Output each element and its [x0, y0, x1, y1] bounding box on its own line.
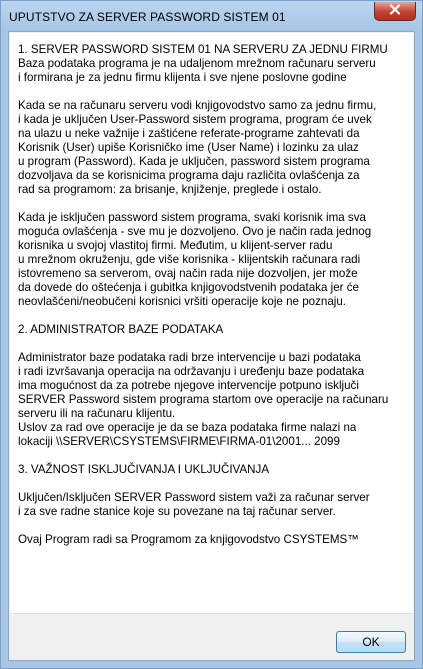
text-line: i radi izvršavanja operacija na održavanju i uređenju baze podataka — [18, 365, 365, 378]
text-line: Baza podataka programa je na udaljenom mrežnom računaru serveru — [18, 57, 376, 70]
text-line: Uslov za rad ove operacije je da se baza podataka firme nalazi na — [18, 421, 357, 434]
text-line: da dovede do oštećenja i gubitka knjigovodstvenih podataka jer će — [18, 281, 359, 294]
blank-line — [18, 309, 410, 323]
close-button[interactable] — [374, 2, 416, 21]
blank-line — [18, 85, 410, 99]
text-line: 3. VAŽNOST ISKLJUČIVANJA I UKLJUČIVANJA — [18, 463, 270, 476]
text-line: Korisnik (User) upiše Korisničko ime (User Name) i lozinku za ulaz — [18, 141, 359, 154]
text-line: SERVER Password sistem programa startom ove operacije na računaru — [18, 393, 389, 406]
blank-line — [18, 449, 410, 463]
text-line: i formirana je za jednu firmu klijenta i sve njene poslovne godine — [18, 71, 347, 84]
text-line: korisnika u svojoj vlastitoj firmi. Međutim, u klijent-server radu — [18, 239, 333, 252]
text-line: Ovaj Program radi sa Programom za knjigovodstvo CSYSTEMS™ — [18, 533, 359, 546]
window-title: UPUTSTVO ZA SERVER PASSWORD SISTEM 01 — [9, 10, 286, 24]
text-line: Kada se na računaru serveru vodi knjigovodstvo samo za jednu firmu, — [18, 99, 377, 112]
text-line: moguća ovlašćenja - sve mu je dozvoljeno. Ovo je način rada jednog — [18, 225, 372, 238]
text-line: Uključen/Isključen SERVER Password sistem važi za računar server — [18, 491, 370, 504]
text-line: 2. ADMINISTRATOR BAZE PODATAKA — [18, 323, 224, 336]
text-line: u program (Password). Kada je uključen, password sistem programa — [18, 155, 370, 168]
title-bar[interactable] — [1, 1, 422, 31]
text-line: neovlašćeni/neobučeni korisnici vršiti operacije koje ne poznaju. — [18, 295, 347, 308]
text-line: u mrežnom okruženju, gde više korisnika - klijentskih računara radi — [18, 253, 361, 266]
blank-line — [18, 519, 410, 533]
text-line: na ulazu u neke važnije i zaštićene referate-programe zahtevati da — [18, 127, 360, 140]
blank-line — [18, 477, 410, 491]
close-icon — [389, 4, 401, 18]
instructions-text — [18, 43, 410, 547]
text-line: serveru ili na računaru klijentu. — [18, 407, 176, 420]
text-line: i za sve radne stanice koje su povezane na taj računar server. — [18, 505, 336, 518]
blank-line — [18, 337, 410, 351]
text-line: 1. SERVER PASSWORD SISTEM 01 NA SERVERU ZA JEDNU FIRMU — [18, 43, 388, 56]
blank-line — [18, 197, 410, 211]
text-line: Administrator baze podataka radi brze intervencije u bazi podataka — [18, 351, 361, 364]
text-line: rad sa programom: za brisanje, knjiženje, preglede i ostalo. — [18, 183, 322, 196]
text-line: Kada je isključen password sistem programa, svaki korisnik ima sva — [18, 211, 366, 224]
ok-button[interactable]: OK — [336, 631, 406, 653]
dialog-client-area — [8, 31, 415, 661]
instructions-text-area — [10, 33, 413, 614]
text-line: ima mogućnost da za potrebe njegove intervencije potpuno isključi — [18, 379, 359, 392]
text-line: i kada je uključen User-Password sistem programa, program će uvek — [18, 113, 372, 126]
text-line: dozvoljava da se korisnicima programa daju različita ovlašćenja za — [18, 169, 360, 182]
text-line: istovremeno sa serverom, ovaj način rada nije dozvoljen, jer može — [18, 267, 358, 280]
text-line: lokaciji \\SERVER\CSYSTEMS\FIRME\FIRMA-01\2001... 2099 — [18, 435, 340, 448]
